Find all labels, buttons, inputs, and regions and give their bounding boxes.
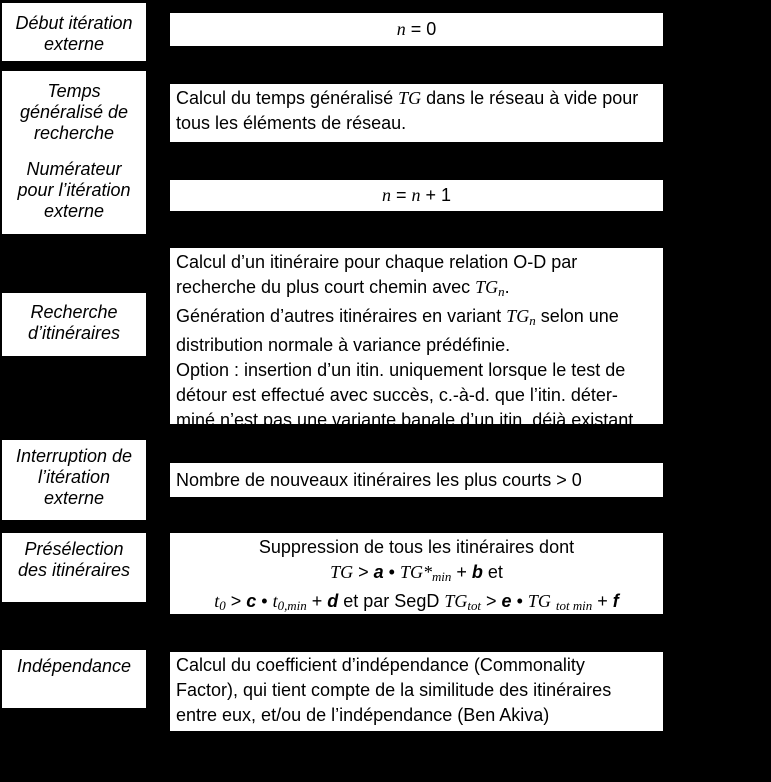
label-text-interruption-iteration-externe: Interruption de l’itération externe (15, 446, 133, 508)
step-box-preselection (170, 533, 663, 614)
step-text-independence: Calcul du coefficient d’indépendance (Commonality Factor), qui tient compte de la similitude des itinéraires entre eux, et/ou de l’indépendance (Ben Akiva) (176, 655, 612, 725)
step-box-calc-temps-generalise (170, 84, 663, 142)
step-box-increment-n (170, 180, 663, 211)
label-box-debut-iteration-externe (2, 3, 146, 61)
step-box-init-n-zero (170, 13, 663, 46)
label-text-temps-generalise: Temps généralisé de recherche (19, 81, 129, 143)
step-box-route-search (170, 248, 663, 430)
step-text-termination-check: Nombre de nouveaux itinéraires les plus courts > 0 (176, 469, 582, 490)
label-box-interruption-iteration-externe (2, 440, 146, 520)
label-text-recherche-itineraires: Recherche d’itinéraires (27, 302, 121, 343)
step-text-init-n-zero: n = 0 (396, 19, 437, 39)
label-box-independance (2, 650, 146, 708)
label-text-debut-iteration-externe: Début itération externe (15, 13, 133, 54)
step-text-route-search: Calcul d’un itinéraire pour chaque relation O-D par recherche du plus court chemin avec TGn. Génération d’autres itinéraires en variant TGn selon une distribution normale à variance prédéfinie. Option : insertion d’un itin. uniquement lorsque le test de détour est effectué avec succès, c.-à-d. que l’itin. déter- miné n’est pas une variante banale d’un itin. déjà existant. (176, 252, 639, 430)
step-box-termination-check (170, 463, 663, 497)
label-box-recherche-itineraires (2, 293, 146, 356)
step-text-preselection: Suppression de tous les itinéraires dont TG > a • TG*min + b et t0 > c • t0,min + d et par SegD TGtot > e • TG tot min + f (214, 537, 619, 613)
label-box-temps-et-numerateur (2, 71, 146, 234)
label-text-preselection-itineraires: Présélection des itinéraires (17, 539, 131, 580)
step-box-independence (170, 652, 663, 731)
label-text-numerateur: Numérateur pour l’itération externe (17, 159, 131, 221)
step-text-increment-n: n = n + 1 (381, 185, 452, 205)
label-text-independance: Indépendance (16, 656, 132, 676)
label-box-preselection-itineraires (2, 533, 146, 602)
step-text-calc-temps-generalise: Calcul du temps généralisé TG dans le réseau à vide pour tous les éléments de réseau. (176, 88, 639, 133)
